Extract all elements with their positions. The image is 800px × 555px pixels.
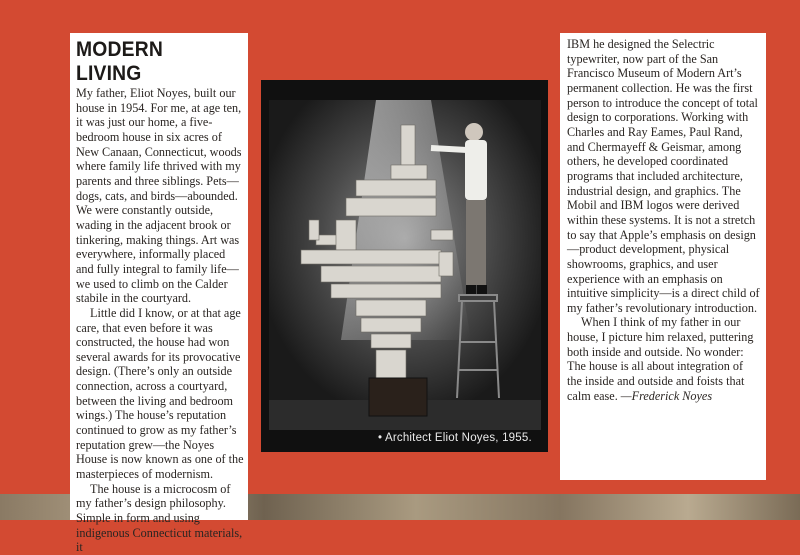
photo-caption: • Architect Eliot Noyes, 1955.	[378, 432, 532, 444]
paragraph-2: Little did I know, or at that age care, that even before it was constructed, the house had won several awards for its provocative design. (There’s only an outside connection, across a courtyard, between the living and bedroom wings.) The house’s reputation continued to grow as my father’s reputation grew—the Noyes House is now known as one of the masterpieces of modernism.	[76, 305, 244, 482]
photo-architect-eliot-noyes	[261, 80, 548, 452]
article-column-right	[560, 33, 766, 480]
paragraph-3: The house is a microcosm of my father’s design philosophy. Simple in form and using indigenous Connecticut materials, it	[76, 481, 243, 555]
signature: —Frederick Noyes	[620, 388, 713, 403]
article-title: MODERN LIVING	[76, 38, 163, 85]
paragraph-5-text: When I think of my father in our house, I picture him relaxed, puttering both inside and outside. No wonder: The house is all about integration of the inside and outside and foists that calm ease.	[567, 315, 754, 403]
article-column-left	[70, 33, 248, 555]
paragraph-1: My father, Eliot Noyes, built our house in 1954. For me, at age ten, it was just our home, a five-bedroom house in six acres of New Canaan, Connecticut, woods where family life thrived with my parents and three siblings. Pets—dogs, cats, and birds—abounded. We were constantly outside, wading in the adjacent brook or tinkering, making things. Art was everywhere, informally placed and fully integral to family life—we used to climb on the Calder stabile in the courtyard.	[76, 86, 242, 306]
photo-illustration	[261, 80, 548, 452]
paragraph-4: IBM he designed the Selectric typewriter, now part of the San Francisco Museum of Modern Art’s permanent collection. He was the first person to introduce the concept of total design to corporations. Working with Charles and Ray Eames, Paul Rand, and Chermayeff & Geismar, among others, he developed coordinated programs that included architecture, industrial design, and graphics. The Mobil and IBM logos were derived within these systems. It is not a stretch to say that Apple’s emphasis on design—product development, physical showrooms, graphics, and user experience with an emphasis on intuitive simplicity—is a direct child of my father’s revolutionary introduction.	[567, 37, 760, 315]
paragraph-5	[567, 315, 760, 403]
